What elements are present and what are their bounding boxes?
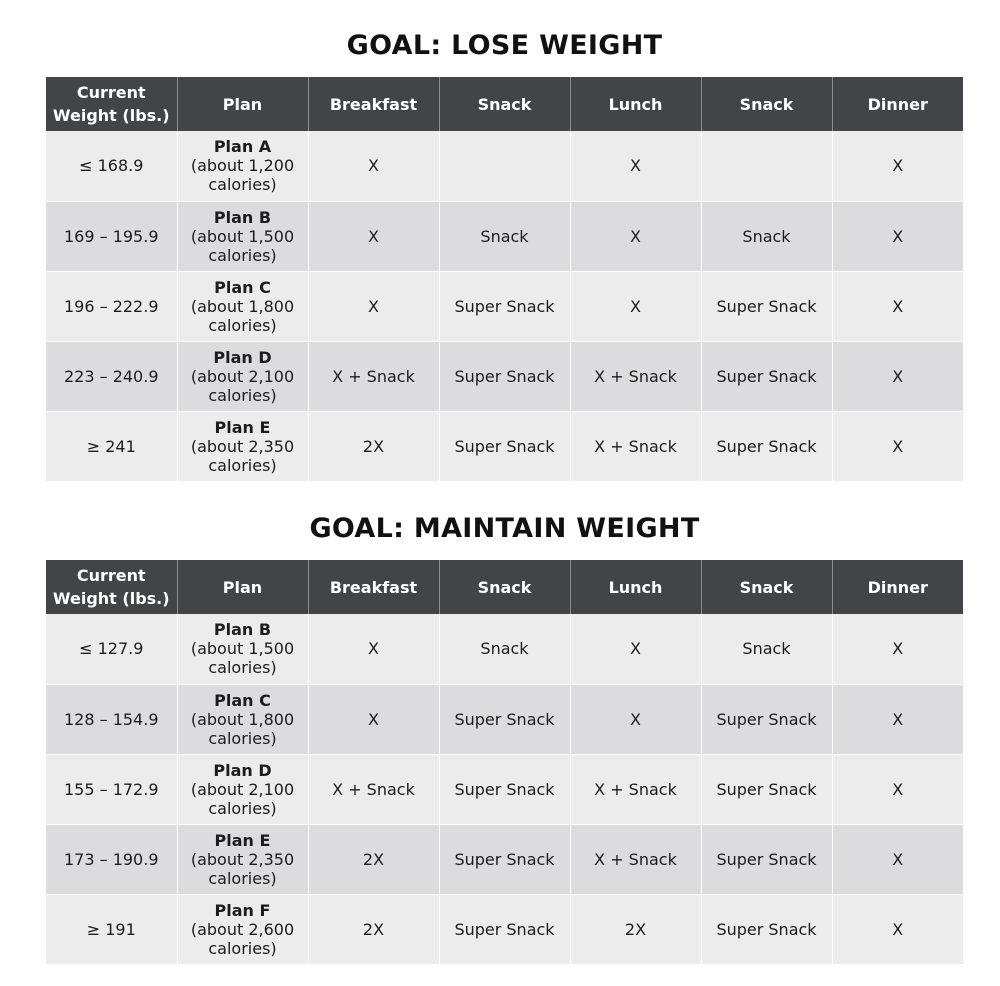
plan-cell <box>177 341 308 411</box>
breakfast-cell: X + Snack <box>308 341 439 411</box>
lunch-cell: X <box>570 131 701 201</box>
plan-calories: (about 1,500 calories) <box>190 639 295 678</box>
snack-cell: Snack <box>439 614 570 684</box>
plan-name: Plan C <box>214 690 271 710</box>
snack-cell: Super Snack <box>439 411 570 481</box>
weight-cell: ≥ 191 <box>46 894 177 964</box>
snack-cell: Super Snack <box>701 341 832 411</box>
plan-name: Plan D <box>213 347 272 367</box>
dinner-cell: X <box>832 131 963 201</box>
header-snack: Snack <box>439 77 570 131</box>
weight-cell: 196 – 222.9 <box>46 271 177 341</box>
header-lunch: Lunch <box>570 77 701 131</box>
header-dinner: Dinner <box>832 560 963 614</box>
table-row <box>46 341 963 411</box>
snack-cell: Super Snack <box>439 894 570 964</box>
table-row <box>46 614 963 684</box>
lunch-cell: X <box>570 271 701 341</box>
header-current-weight: Current Weight (lbs.) <box>46 77 177 131</box>
plan-calories: (about 2,600 calories) <box>190 919 295 958</box>
weight-cell: 155 – 172.9 <box>46 754 177 824</box>
snack-cell <box>701 131 832 201</box>
plan-calories: (about 2,350 calories) <box>190 436 295 475</box>
snack-cell: Super Snack <box>701 754 832 824</box>
snack-cell: Snack <box>701 614 832 684</box>
plan-name: Plan E <box>214 417 271 437</box>
snack-cell: Super Snack <box>439 341 570 411</box>
weight-cell: 169 – 195.9 <box>46 201 177 271</box>
dinner-cell: X <box>832 894 963 964</box>
dinner-cell: X <box>832 411 963 481</box>
plan-calories: (about 2,350 calories) <box>190 849 295 888</box>
breakfast-cell: X <box>308 131 439 201</box>
dinner-cell: X <box>832 201 963 271</box>
lunch-cell: 2X <box>570 894 701 964</box>
header-row <box>46 77 963 131</box>
plan-name: Plan F <box>214 900 271 920</box>
header-plan: Plan <box>177 77 308 131</box>
dinner-cell: X <box>832 684 963 754</box>
table-row <box>46 684 963 754</box>
snack-cell: Super Snack <box>701 271 832 341</box>
header-breakfast: Breakfast <box>308 560 439 614</box>
plan-cell <box>177 824 308 894</box>
snack-cell: Super Snack <box>439 754 570 824</box>
weight-cell: 128 – 154.9 <box>46 684 177 754</box>
plan-name: Plan E <box>214 830 271 850</box>
table-row <box>46 894 963 964</box>
plan-cell <box>177 614 308 684</box>
lunch-cell: X + Snack <box>570 341 701 411</box>
dinner-cell: X <box>832 341 963 411</box>
plan-cell <box>177 271 308 341</box>
header-current-weight: Current Weight (lbs.) <box>46 560 177 614</box>
header-snack: Snack <box>439 560 570 614</box>
table-row <box>46 411 963 481</box>
dinner-cell: X <box>832 271 963 341</box>
plan-cell <box>177 411 308 481</box>
header-lunch: Lunch <box>570 560 701 614</box>
table-row <box>46 824 963 894</box>
snack-cell: Super Snack <box>701 824 832 894</box>
table-row <box>46 131 963 201</box>
snack-cell: Super Snack <box>701 411 832 481</box>
breakfast-cell: X <box>308 614 439 684</box>
header-plan: Plan <box>177 560 308 614</box>
snack-cell: Super Snack <box>701 894 832 964</box>
plan-name: Plan B <box>213 207 272 227</box>
plan-name: Plan A <box>213 137 272 157</box>
plan-cell <box>177 894 308 964</box>
weight-cell: ≤ 168.9 <box>46 131 177 201</box>
breakfast-cell: X <box>308 201 439 271</box>
lunch-cell: X + Snack <box>570 824 701 894</box>
breakfast-cell: 2X <box>308 824 439 894</box>
dinner-cell: X <box>832 614 963 684</box>
snack-cell: Super Snack <box>439 824 570 894</box>
section-title: GOAL: MAINTAIN WEIGHT <box>309 513 700 544</box>
plan-cell <box>177 131 308 201</box>
header-dinner: Dinner <box>832 77 963 131</box>
lose-weight-section <box>46 26 963 481</box>
header-snack: Snack <box>701 77 832 131</box>
plan-cell <box>177 754 308 824</box>
breakfast-cell: X <box>308 271 439 341</box>
section-title: GOAL: LOSE WEIGHT <box>346 30 663 61</box>
plan-calories: (about 2,100 calories) <box>190 366 295 405</box>
header-breakfast: Breakfast <box>308 77 439 131</box>
plan-name: Plan D <box>213 760 272 780</box>
weight-cell: 223 – 240.9 <box>46 341 177 411</box>
plan-cell <box>177 201 308 271</box>
table-row <box>46 271 963 341</box>
plan-cell <box>177 684 308 754</box>
breakfast-cell: X + Snack <box>308 754 439 824</box>
snack-cell <box>439 131 570 201</box>
maintain-weight-table <box>46 560 963 964</box>
plan-name: Plan B <box>213 620 272 640</box>
snack-cell: Super Snack <box>439 271 570 341</box>
dinner-cell: X <box>832 824 963 894</box>
weight-cell: ≥ 241 <box>46 411 177 481</box>
snack-cell: Snack <box>701 201 832 271</box>
lunch-cell: X <box>570 614 701 684</box>
plan-calories: (about 2,100 calories) <box>190 779 295 818</box>
lunch-cell: X + Snack <box>570 411 701 481</box>
table-row <box>46 754 963 824</box>
plan-calories: (about 1,200 calories) <box>190 156 295 195</box>
lunch-cell: X <box>570 201 701 271</box>
plan-calories: (about 1,800 calories) <box>190 709 295 748</box>
weight-cell: 173 – 190.9 <box>46 824 177 894</box>
header-row <box>46 560 963 614</box>
dinner-cell: X <box>832 754 963 824</box>
breakfast-cell: 2X <box>308 411 439 481</box>
plan-calories: (about 1,800 calories) <box>190 296 295 335</box>
maintain-weight-section <box>46 509 963 964</box>
lunch-cell: X + Snack <box>570 754 701 824</box>
weight-cell: ≤ 127.9 <box>46 614 177 684</box>
header-snack: Snack <box>701 560 832 614</box>
table-row <box>46 201 963 271</box>
breakfast-cell: 2X <box>308 894 439 964</box>
lose-weight-table <box>46 77 963 481</box>
lunch-cell: X <box>570 684 701 754</box>
plan-name: Plan C <box>214 277 271 297</box>
snack-cell: Super Snack <box>701 684 832 754</box>
snack-cell: Super Snack <box>439 684 570 754</box>
snack-cell: Snack <box>439 201 570 271</box>
plan-calories: (about 1,500 calories) <box>190 226 295 265</box>
breakfast-cell: X <box>308 684 439 754</box>
